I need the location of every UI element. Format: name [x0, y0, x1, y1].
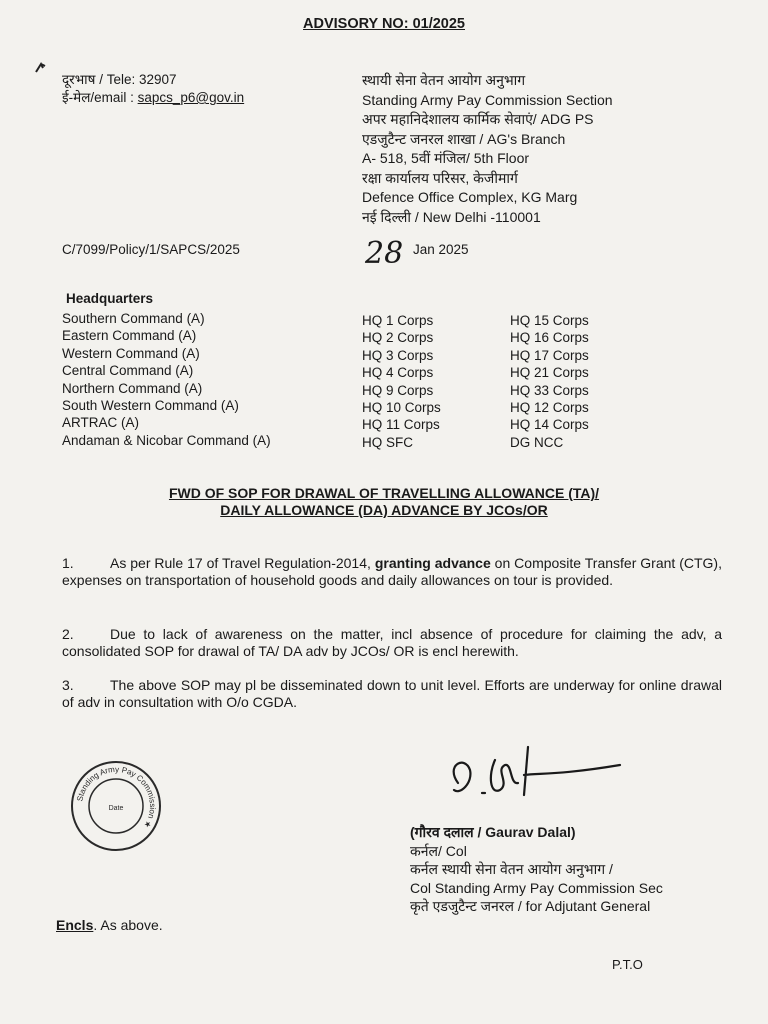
address-block	[362, 71, 613, 227]
list-item: HQ 14 Corps	[510, 417, 589, 433]
signatory-name: (गौरव दलाल / Gaurav Dalal)	[410, 824, 576, 840]
list-item: HQ 2 Corps	[362, 330, 434, 346]
signatory-for: कृते एडजुटैन्ट जनरल / for Adjutant General	[410, 898, 651, 914]
address-line: रक्षा कार्यालय परिसर, केजीमार्ग	[362, 169, 518, 186]
email-link[interactable]: sapcs_p6@gov.in	[137, 90, 245, 105]
svg-text:Date: Date	[108, 805, 124, 812]
enclosure-text: . As above.	[93, 917, 163, 933]
corps-list-1	[362, 312, 441, 451]
email-label: ई-मेल/email :	[62, 90, 138, 105]
list-item: HQ 9 Corps	[362, 382, 434, 398]
svg-text:Standing Army Pay Commission ★: Standing Army Pay Commission ★	[75, 764, 158, 830]
para-text: on Composite Transfer Grant (CTG), expenses on transportation of household goods and daily allowances on tour is provided.	[62, 555, 722, 588]
paragraph-3	[62, 677, 722, 711]
list-item: HQ 3 Corps	[362, 347, 434, 363]
corps-list-2	[510, 312, 589, 451]
subject-line: DAILY ALLOWANCE (DA) ADVANCE BY JCOs/OR	[220, 502, 548, 518]
list-item: Eastern Command (A)	[62, 328, 197, 344]
address-line: Defence Office Complex, KG Marg	[362, 189, 578, 205]
address-line: एडजुटैन्ट जनरल शाखा / AG's Branch	[362, 130, 566, 147]
signatory-post-hindi: कर्नल स्थायी सेना वेतन आयोग अनुभाग /	[410, 861, 613, 877]
para-bold-text: granting advance	[374, 555, 491, 571]
para-number: 2.	[62, 626, 74, 642]
reference-number: C/7099/Policy/1/SAPCS/2025	[62, 242, 240, 257]
pto-marker: P.T.O	[612, 957, 643, 972]
address-line: नई दिल्ली / New Delhi -110001	[362, 208, 541, 225]
paragraph-2	[62, 626, 722, 660]
list-item: HQ 16 Corps	[510, 330, 589, 346]
email-line	[62, 89, 244, 107]
list-item: HQ 1 Corps	[362, 313, 434, 328]
signatory-post: Col Standing Army Pay Commission Sec	[410, 879, 663, 896]
list-item: Central Command (A)	[62, 363, 194, 379]
para-number: 1.	[62, 555, 74, 571]
list-item: Southern Command (A)	[62, 311, 205, 326]
signature-scribble	[440, 735, 630, 815]
para-text: As per Rule 17 of Travel Regulation-2014,	[110, 555, 375, 571]
contact-block	[62, 71, 244, 107]
address-line: Standing Army Pay Commission Section	[362, 91, 613, 108]
date-month-year: Jan 2025	[413, 242, 469, 257]
address-line: अपर महानिदेशालय कार्मिक सेवाएं/ ADG PS	[362, 111, 594, 127]
paragraph-1	[62, 555, 722, 589]
handwritten-mark	[34, 60, 50, 76]
list-item: HQ 10 Corps	[362, 400, 441, 416]
list-item: DG NCC	[510, 434, 564, 450]
para-number: 3.	[62, 677, 74, 693]
advisory-number: ADVISORY NO: 01/2025	[303, 16, 465, 32]
list-item: HQ 12 Corps	[510, 400, 589, 416]
list-item: HQ 15 Corps	[510, 313, 589, 328]
subject-line: FWD OF SOP FOR DRAWAL OF TRAVELLING ALLOWANCE (TA)/	[168, 485, 600, 501]
list-item: HQ SFC	[362, 434, 414, 450]
list-item: South Western Command (A)	[62, 398, 239, 414]
signatory-rank: कर्नल/ Col	[410, 842, 467, 859]
address-line: स्थायी सेना वेतन आयोग अनुभाग	[362, 72, 526, 88]
enclosure-label: Encls	[56, 917, 94, 933]
command-list	[62, 310, 271, 449]
subject-heading	[0, 485, 768, 519]
list-item: HQ 11 Corps	[362, 417, 440, 433]
addressee-heading: Headquarters	[66, 291, 154, 306]
list-item: HQ 33 Corps	[510, 382, 589, 398]
office-stamp	[68, 758, 164, 854]
enclosure-line	[56, 917, 163, 933]
tele-line: दूरभाष / Tele: 32907	[62, 72, 177, 87]
para-text: The above SOP may pl be disseminated down to unit level. Efforts are underway for online drawal of adv in consultation with O/o CGDA.	[62, 677, 722, 710]
list-item: HQ 21 Corps	[510, 365, 589, 381]
signature-block	[410, 823, 663, 916]
list-item: HQ 4 Corps	[362, 365, 434, 381]
list-item: ARTRAC (A)	[62, 415, 140, 431]
list-item: HQ 17 Corps	[510, 347, 589, 363]
para-text: Due to lack of awareness on the matter, incl absence of procedure for claiming the adv, a consolidated SOP for drawal of TA/ DA adv by JCOs/ OR is encl herewith.	[62, 626, 722, 659]
list-item: Northern Command (A)	[62, 380, 203, 396]
list-item: Andaman & Nicobar Command (A)	[62, 432, 271, 448]
address-line: A- 518, 5वीं मंजिल/ 5th Floor	[362, 150, 530, 166]
list-item: Western Command (A)	[62, 345, 200, 361]
date-day-handwritten: 28	[365, 236, 404, 271]
